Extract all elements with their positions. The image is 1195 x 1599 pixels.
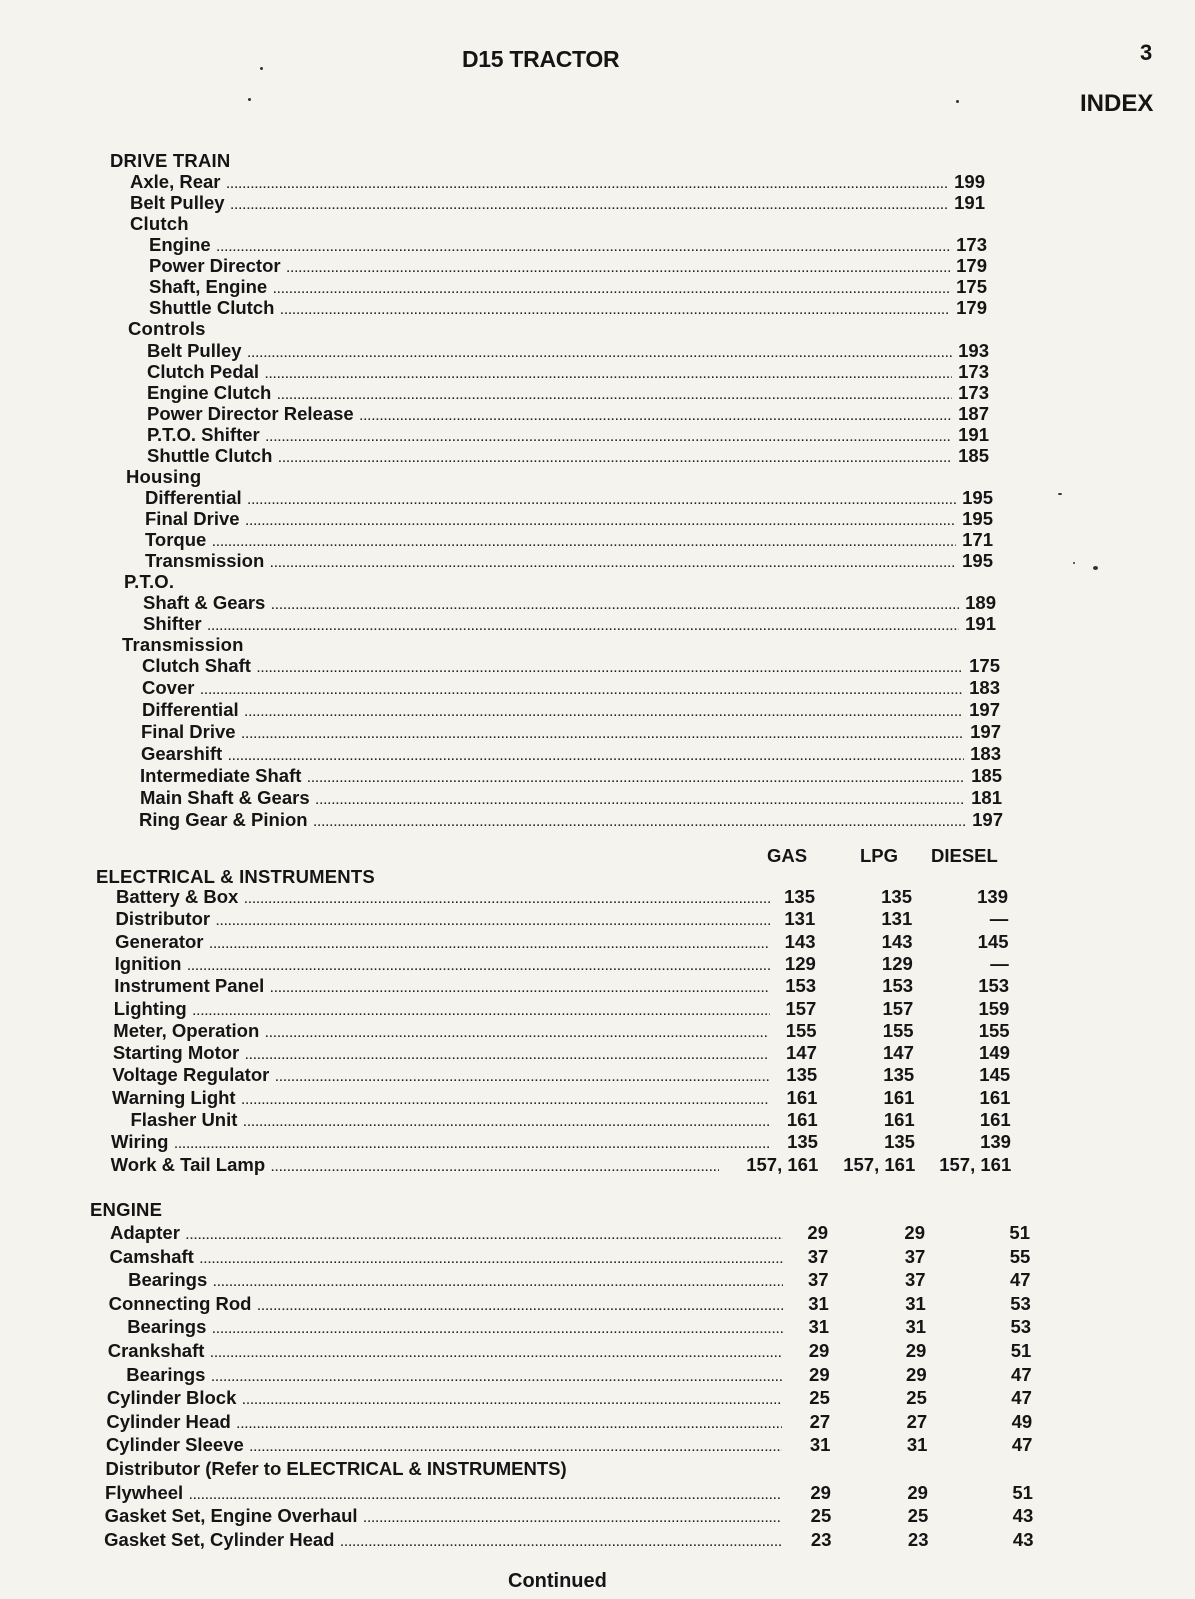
gas-page: 27: [809, 1410, 831, 1432]
index-entry: Adapter .....: [110, 1222, 783, 1244]
index-entry: Distributor (Refer to ELECTRICAL & INSTRUMENTS): [105, 1458, 567, 1479]
scan-speck: [248, 98, 251, 101]
index-entry: Camshaft .....: [110, 1246, 783, 1268]
gas-page: 143: [784, 930, 816, 952]
lpg-page: 31: [906, 1434, 928, 1456]
lpg-page: 161: [883, 1086, 915, 1108]
subheading-controls: Controls: [128, 318, 206, 339]
index-entry: Gasket Set, Engine Overhaul .....: [105, 1505, 782, 1527]
lpg-page: 29: [907, 1481, 928, 1503]
index-entry: Cylinder Sleeve .....: [106, 1434, 782, 1456]
gas-page: 129: [784, 952, 816, 974]
diesel-page: 159: [978, 997, 1010, 1019]
lpg-page: 27: [906, 1410, 928, 1432]
index-entry: Flywheel .....: [105, 1482, 782, 1504]
index-entry: Engine ..... 173: [149, 234, 987, 256]
section-heading: ELECTRICAL & INSTRUMENTS: [96, 866, 375, 887]
index-entry: Work & Tail Lamp .....: [111, 1154, 719, 1176]
gas-page: 131: [784, 908, 816, 930]
diesel-page: 51: [1010, 1340, 1032, 1361]
subheading-housing: Housing: [126, 466, 202, 487]
lpg-page: 129: [881, 952, 913, 974]
gas-page: 135: [787, 1131, 818, 1153]
gas-page: 147: [786, 1042, 817, 1064]
lpg-page: 37: [904, 1245, 926, 1267]
diesel-page: 145: [977, 930, 1009, 952]
diesel-page: 47: [1011, 1363, 1032, 1385]
diesel-page: 139: [977, 886, 1008, 907]
lpg-page: 31: [905, 1316, 927, 1338]
lpg-page: 31: [905, 1292, 926, 1314]
lpg-page: 153: [882, 975, 914, 997]
index-entry: Cover ..... 183: [142, 677, 1000, 699]
index-entry: Belt Pulley ..... 193: [147, 340, 989, 362]
index-entry: Connecting Rod .....: [109, 1293, 783, 1315]
diesel-page: 47: [1011, 1434, 1033, 1456]
gas-page: 31: [808, 1316, 830, 1338]
column-header-gas: GAS: [767, 845, 808, 866]
gas-page: 135: [784, 886, 815, 907]
section-heading: ENGINE: [90, 1199, 163, 1220]
index-entry: Clutch Pedal ..... 173: [147, 361, 989, 383]
index-entry: Engine Clutch ..... 173: [147, 382, 989, 404]
diesel-page: 47: [1011, 1387, 1032, 1409]
lpg-page: 143: [881, 930, 913, 952]
index-entry: Clutch Shaft ..... 175: [142, 655, 1000, 677]
diesel-page: 53: [1010, 1316, 1032, 1338]
index-entry: Axle, Rear ..... 199: [130, 171, 985, 193]
index-entry: Main Shaft & Gears ..... 181: [140, 787, 1002, 809]
index-entry: Battery & Box .....: [116, 886, 770, 908]
continued-label: Continued: [508, 1570, 607, 1592]
column-header-lpg: LPG: [860, 845, 899, 866]
lpg-page: 157: [882, 997, 914, 1019]
diesel-page: 43: [1012, 1505, 1034, 1527]
index-entry: Differential ..... 197: [142, 699, 1000, 721]
lpg-page: 135: [884, 1131, 915, 1153]
index-entry: P.T.O. Shifter ..... 191: [147, 424, 989, 446]
lpg-page: 29: [906, 1363, 927, 1385]
gas-page: 37: [807, 1269, 829, 1291]
diesel-page: 49: [1011, 1410, 1033, 1432]
diesel-page: 55: [1009, 1245, 1031, 1267]
subheading-clutch: Clutch: [130, 213, 189, 234]
lpg-page: 155: [882, 1019, 914, 1041]
section-drive-train: DRIVE TRAIN: [110, 150, 231, 171]
index-entry: Crankshaft .....: [108, 1340, 783, 1362]
index-entry: Final Drive ..... 195: [145, 508, 993, 530]
gas-page: 31: [809, 1434, 831, 1456]
lpg-page: 37: [904, 1269, 926, 1291]
lpg-page: 29: [904, 1222, 925, 1243]
index-entry: Bearings .....: [127, 1316, 782, 1338]
diesel-page: —: [989, 908, 1009, 930]
index-entry: Warning Light .....: [112, 1087, 769, 1109]
diesel-page: 47: [1009, 1269, 1031, 1291]
gas-page: 161: [786, 1086, 818, 1108]
gas-page: 25: [809, 1387, 830, 1409]
index-entry: Bearings .....: [126, 1364, 782, 1386]
index-entry: Cylinder Block .....: [107, 1387, 783, 1409]
scan-speck: [1058, 493, 1062, 495]
index-entry: Meter, Operation .....: [113, 1020, 769, 1042]
gas-page: 29: [808, 1340, 830, 1361]
index-entry: Shaft, Engine ..... 175: [149, 276, 987, 298]
lpg-page: 147: [883, 1042, 914, 1064]
index-entry: Voltage Regulator .....: [112, 1064, 769, 1086]
lpg-page: 135: [881, 886, 912, 907]
lpg-page: 161: [883, 1109, 915, 1130]
diesel-page: 153: [978, 975, 1010, 997]
index-entry: Cylinder Head .....: [106, 1411, 782, 1433]
gas-page: 161: [786, 1109, 818, 1130]
index-entry: Shifter ..... 191: [143, 613, 996, 635]
lpg-page: 23: [907, 1528, 929, 1550]
lpg-page: 131: [881, 908, 913, 930]
diesel-page: 51: [1009, 1222, 1030, 1243]
diesel-page: 161: [979, 1086, 1011, 1108]
diesel-page: 139: [980, 1131, 1011, 1153]
gas-page: 29: [807, 1222, 828, 1243]
index-entry: Starting Motor .....: [113, 1042, 770, 1064]
gas-page: 29: [810, 1481, 831, 1503]
column-header-diesel: DIESEL: [931, 845, 998, 866]
diesel-page: 149: [979, 1042, 1010, 1064]
index-entry: Distributor .....: [116, 908, 770, 930]
index-entry: Belt Pulley ..... 191: [130, 192, 985, 214]
index-entry: Lighting .....: [114, 998, 770, 1020]
subheading-pto: P.T.O.: [124, 571, 175, 592]
gas-page: 157, 161: [746, 1153, 819, 1175]
index-entry: Wiring .....: [111, 1131, 769, 1153]
scan-speck: [956, 100, 959, 103]
diesel-page: 157, 161: [939, 1153, 1012, 1175]
index-entry: Final Drive ..... 197: [141, 721, 1001, 743]
index-entry: Shaft & Gears ..... 189: [143, 592, 996, 614]
diesel-page: 51: [1012, 1481, 1033, 1503]
gas-page: 25: [810, 1505, 832, 1527]
index-entry: Torque ..... 171: [145, 529, 993, 551]
index-entry: Power Director Release ..... 187: [147, 403, 989, 425]
index-entry: Ignition .....: [115, 953, 770, 975]
subheading-transmission: Transmission: [122, 634, 244, 655]
diesel-page: 145: [979, 1064, 1011, 1086]
lpg-page: 25: [906, 1387, 927, 1409]
lpg-page: 29: [905, 1340, 927, 1361]
scan-speck: [1073, 562, 1075, 564]
index-entry: Gasket Set, Cylinder Head .....: [104, 1529, 782, 1551]
scan-speck: [1093, 566, 1098, 570]
diesel-page: 43: [1012, 1528, 1034, 1550]
gas-page: 157: [785, 997, 817, 1019]
gas-page: 37: [807, 1245, 829, 1267]
page-title: D15 TRACTOR: [462, 46, 620, 72]
lpg-page: 157, 161: [843, 1153, 916, 1175]
index-entry: Generator .....: [115, 931, 770, 953]
index-heading: INDEX: [1080, 90, 1154, 117]
gas-page: 23: [810, 1528, 832, 1550]
gas-page: 155: [785, 1019, 817, 1041]
gas-page: 135: [786, 1064, 818, 1086]
lpg-page: 135: [883, 1064, 915, 1086]
index-entry: Bearings .....: [128, 1269, 783, 1291]
index-entry: Instrument Panel .....: [114, 975, 769, 997]
diesel-page: 161: [979, 1109, 1011, 1130]
diesel-page: 155: [978, 1019, 1010, 1041]
gas-page: 153: [785, 975, 817, 997]
index-entry: Differential ..... 195: [145, 487, 993, 509]
index-entry: Intermediate Shaft ..... 185: [140, 765, 1002, 787]
scan-speck: [260, 67, 263, 70]
page-number: 3: [1140, 40, 1153, 65]
index-entry: Shuttle Clutch ..... 185: [147, 445, 989, 467]
diesel-page: —: [990, 952, 1009, 974]
gas-page: 31: [808, 1292, 829, 1314]
index-entry: Shuttle Clutch ..... 179: [149, 297, 987, 319]
index-entry: Transmission ..... 195: [145, 550, 993, 572]
index-entry: Ring Gear & Pinion ..... 197: [139, 809, 1003, 831]
diesel-page: 53: [1010, 1292, 1031, 1314]
lpg-page: 25: [907, 1505, 929, 1527]
index-entry: Gearshift ..... 183: [141, 743, 1001, 765]
index-entry: Power Director ..... 179: [149, 255, 987, 277]
gas-page: 29: [809, 1363, 830, 1385]
index-entry: Flasher Unit .....: [131, 1109, 770, 1131]
